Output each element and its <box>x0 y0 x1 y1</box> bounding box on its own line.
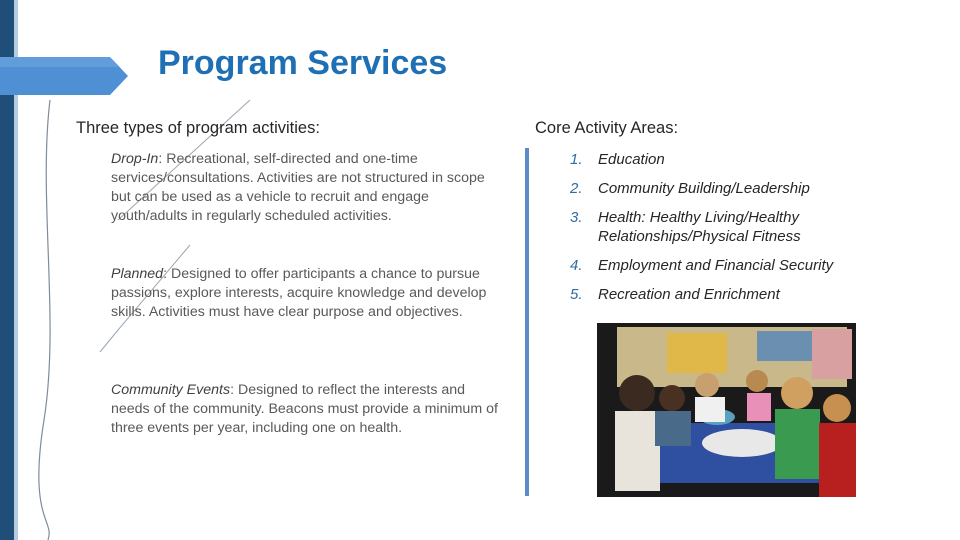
core-activity-list <box>570 150 890 314</box>
paragraph-drop-in <box>111 150 501 226</box>
list-label: Employment and Financial Security <box>598 257 834 274</box>
title-tab-shape <box>0 57 128 95</box>
vertical-divider <box>525 148 529 496</box>
list-number: 5. <box>570 286 583 303</box>
paragraph-community-events <box>111 381 501 438</box>
paragraph-lead: Planned <box>111 266 164 282</box>
list-label: Health: Healthy Living/Healthy Relationships/Physical Fitness <box>598 209 801 245</box>
paragraph-text: : Designed to offer participants a chance to pursue passions, explore interests, acquire knowledge and develop skills. Activities must have clear purpose and objectives. <box>111 266 487 320</box>
paragraph-text: : Designed to reflect the interests and needs of the community. Beacons must provide a minimum of three events per year, including one on health. <box>111 382 498 436</box>
page-title: Program Services <box>158 44 448 82</box>
list-label: Recreation and Enrichment <box>598 286 780 303</box>
classroom-photo <box>597 323 856 497</box>
paragraph-planned <box>111 265 501 322</box>
paragraph-lead: Community Events <box>111 382 231 398</box>
list-label: Education <box>598 151 665 168</box>
list-number: 3. <box>570 209 583 226</box>
list-item <box>570 285 890 304</box>
paragraph-text: : Recreational, self-directed and one-time services/consultations. Activities are not structured in scope but can be used as a vehicle to recruit and engage youth/adults in regularly scheduled activities. <box>111 151 485 224</box>
list-label: Community Building/Leadership <box>598 180 810 197</box>
list-item <box>570 150 890 169</box>
list-item <box>570 256 890 275</box>
list-item <box>570 208 890 246</box>
list-number: 4. <box>570 257 583 274</box>
list-number: 2. <box>570 180 583 197</box>
photo-illustration <box>597 323 856 497</box>
list-item <box>570 179 890 198</box>
list-number: 1. <box>570 151 583 168</box>
right-heading: Core Activity Areas: <box>535 119 679 137</box>
left-heading: Three types of program activities: <box>76 119 320 137</box>
paragraph-lead: Drop-In <box>111 151 159 167</box>
